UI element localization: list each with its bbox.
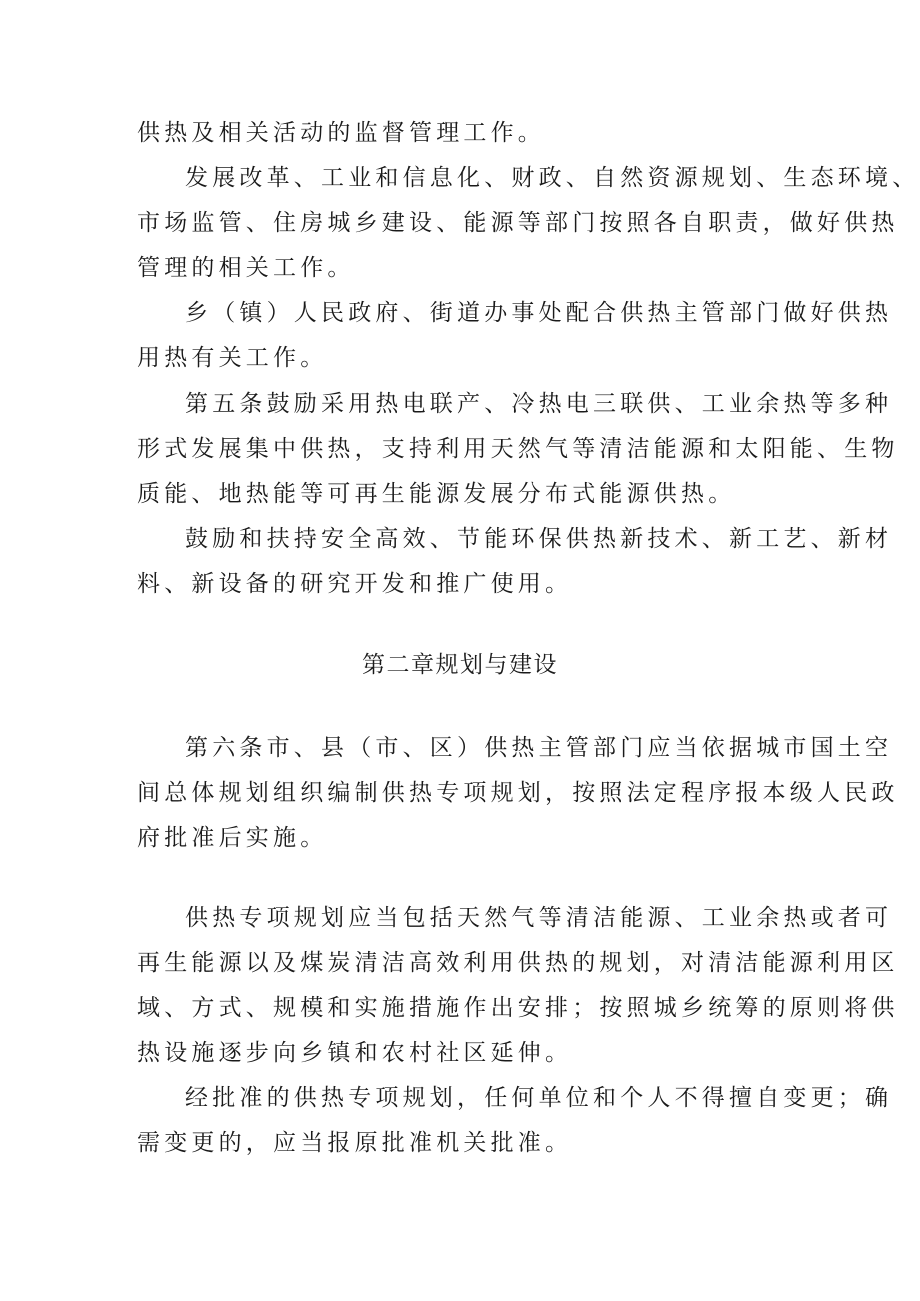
- text-line: 府批准后实施。: [137, 825, 328, 851]
- text-line: 供热及相关活动的监督管理工作。: [137, 120, 545, 146]
- text-line: 间总体规划组织编制供热专项规划，按照法定程序报本级人民政: [137, 780, 899, 806]
- chapter-heading: 第二章规划与建设: [362, 652, 558, 678]
- text-line: 域、方式、规模和实施措施作出安排；按照城乡统筹的原则将供: [137, 995, 899, 1021]
- text-line: 料、新设备的研究开发和推广使用。: [137, 571, 573, 597]
- text-line: 发展改革、工业和信息化、财政、自然资源规划、生态环境、: [185, 165, 920, 191]
- text-line: 热设施逐步向乡镇和农村社区延伸。: [137, 1040, 573, 1066]
- text-line: 第六条市、县（市、区）供热主管部门应当依据城市国土空: [185, 735, 893, 761]
- text-line: 形式发展集中供热，支持利用天然气等清洁能源和太阳能、生物: [137, 436, 899, 462]
- text-line: 经批准的供热专项规划，任何单位和个人不得擅自变更；确: [185, 1085, 893, 1111]
- text-line: 再生能源以及煤炭清洁高效利用供热的规划，对清洁能源利用区: [137, 950, 899, 976]
- text-line: 管理的相关工作。: [137, 255, 355, 281]
- text-line: 需变更的，应当报原批准机关批准。: [137, 1130, 573, 1156]
- text-line: 市场监管、住房城乡建设、能源等部门按照各自职责，做好供热: [137, 210, 899, 236]
- text-line: 供热专项规划应当包括天然气等清洁能源、工业余热或者可: [185, 905, 893, 931]
- text-line: 第五条鼓励采用热电联产、冷热电三联供、工业余热等多种: [185, 391, 893, 417]
- text-line: 乡（镇）人民政府、街道办事处配合供热主管部门做好供热: [185, 300, 893, 326]
- text-line: 鼓励和扶持安全高效、节能环保供热新技术、新工艺、新材: [185, 526, 893, 552]
- text-line: 质能、地热能等可再生能源发展分布式能源供热。: [137, 481, 736, 507]
- text-line: 用热有关工作。: [137, 345, 328, 371]
